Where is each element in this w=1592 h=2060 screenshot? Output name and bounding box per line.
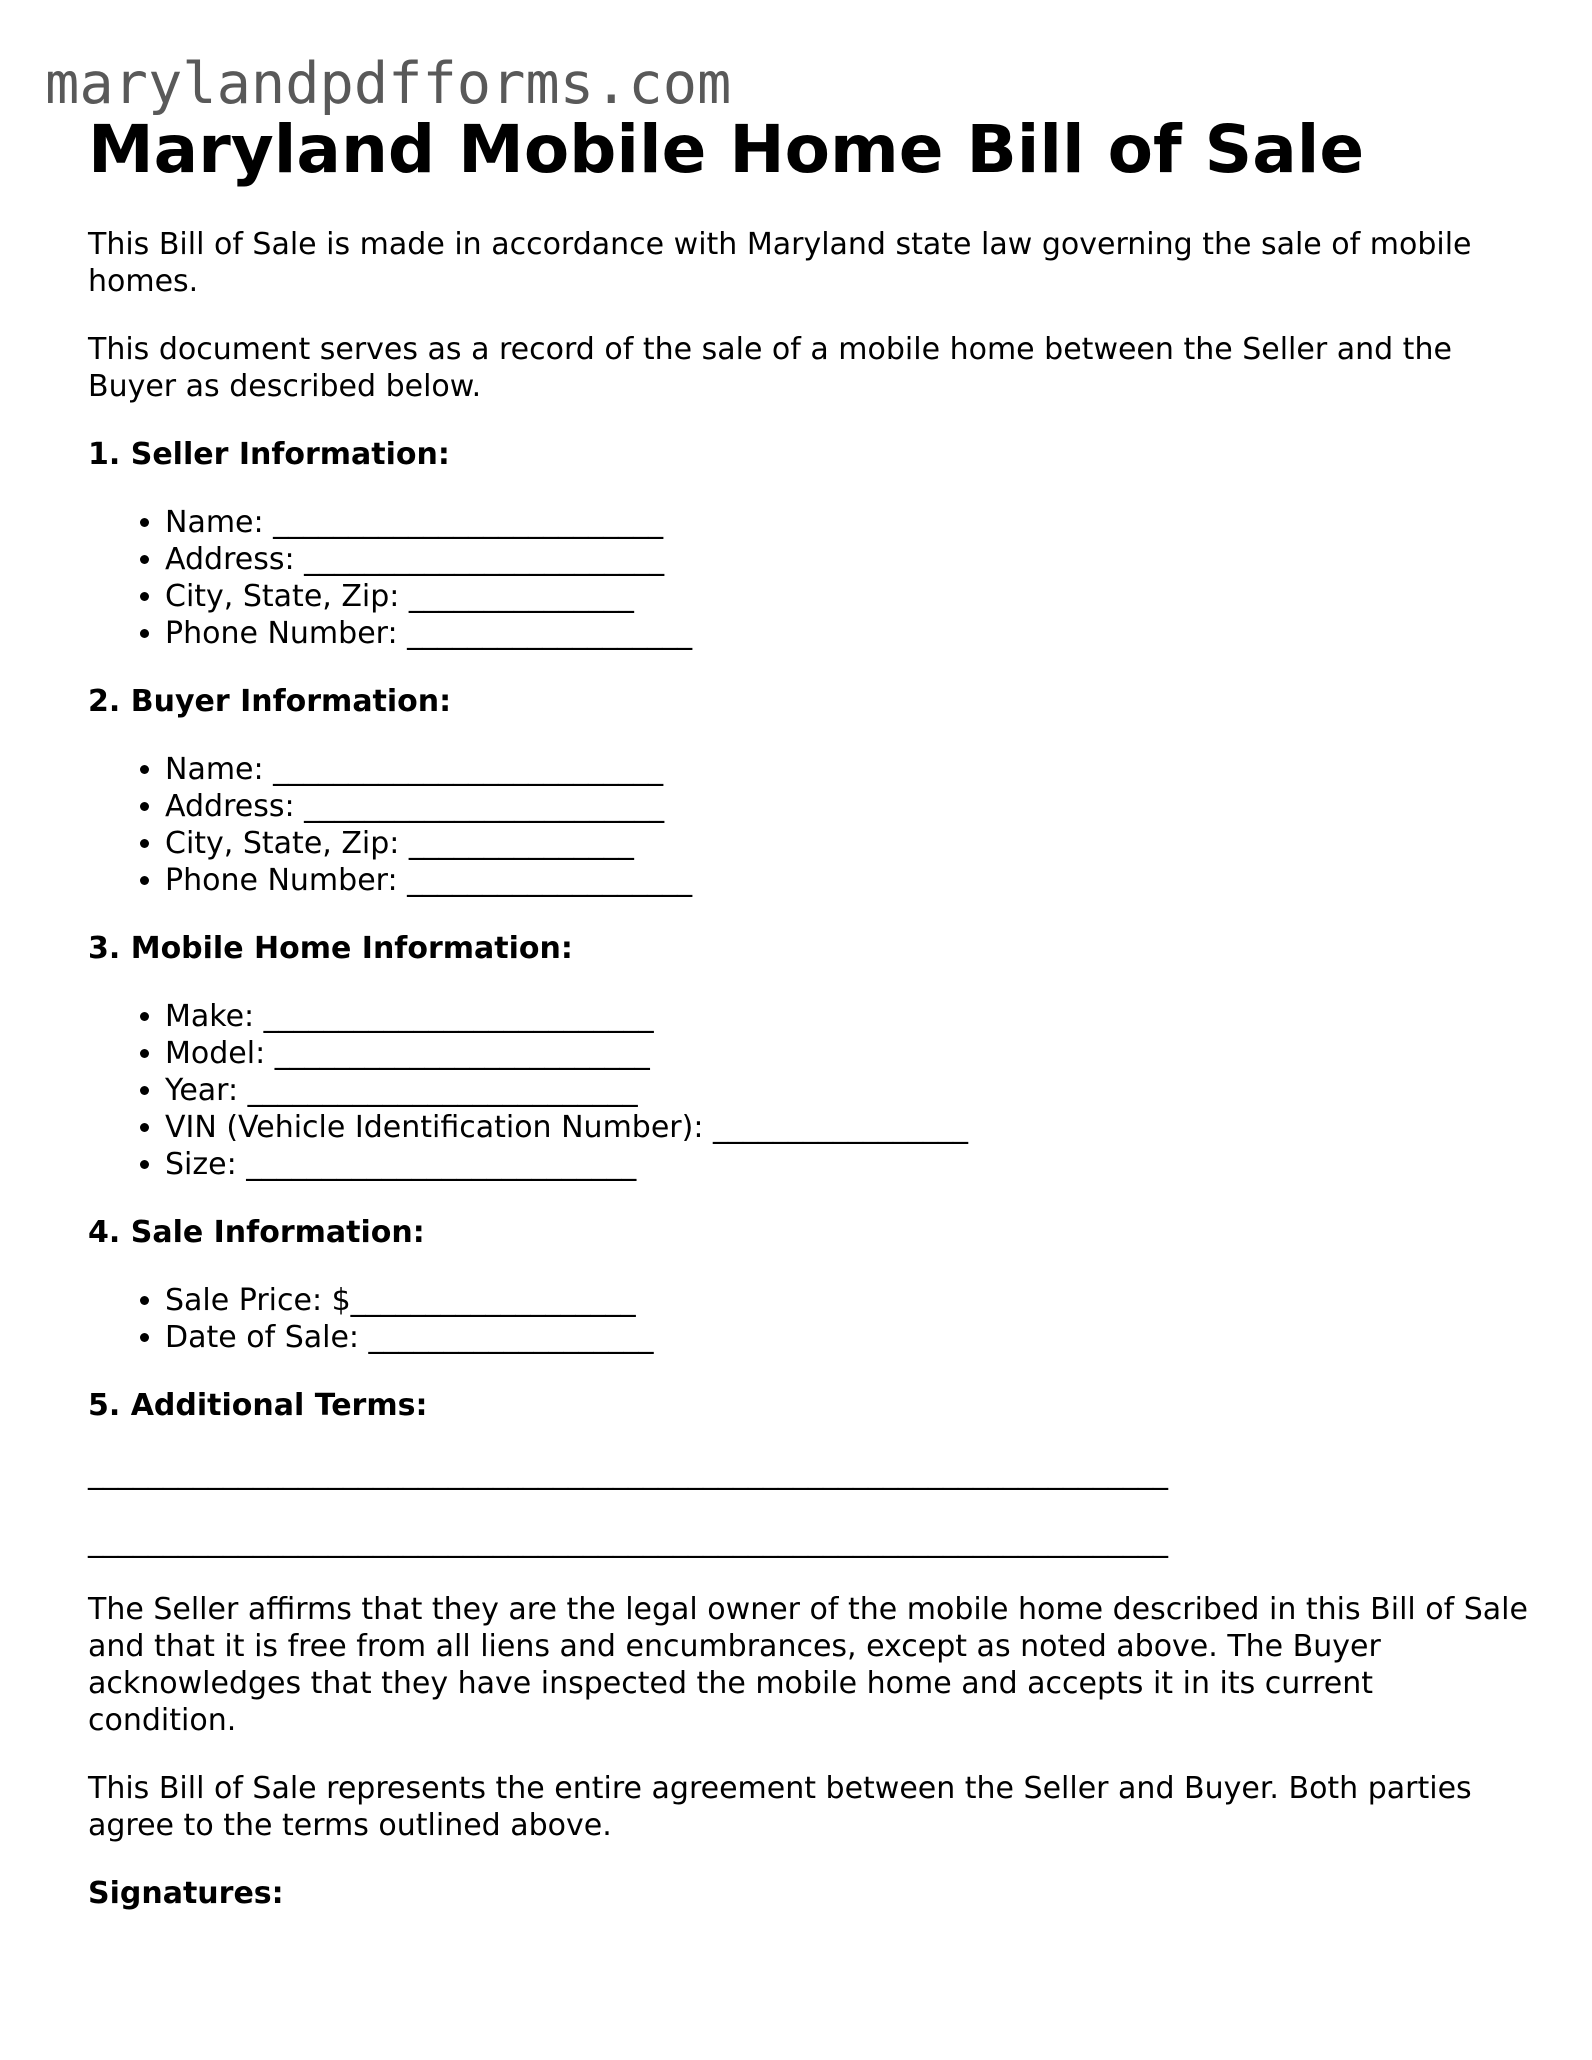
sale-section-title: 4. Sale Information:	[88, 1215, 425, 1250]
size-field[interactable]: • Size: __________________________	[165, 1146, 1528, 1183]
affirmation-paragraph: The Seller affirms that they are the legal owner of the mobile home described in this Bill of Sale and that it is free from all liens and encumbrances, except as noted above. The Buyer acknowledges that they have inspected the mobile home and accepts it in its current condition.	[88, 1592, 1528, 1738]
mobile-home-section-title: 3. Mobile Home Information:	[88, 931, 573, 966]
buyer-name-field[interactable]: • Name: __________________________	[165, 751, 1528, 788]
entire-agreement-paragraph: This Bill of Sale represents the entire agreement between the Seller and Buyer. Both parties agree to the terms outlined above.	[88, 1771, 1472, 1843]
model-field[interactable]: • Model: _________________________	[165, 1035, 1528, 1072]
seller-phone-field[interactable]: • Phone Number: ___________________	[165, 615, 1528, 652]
buyer-phone-field[interactable]: • Phone Number: ___________________	[165, 862, 1528, 899]
additional-terms-section-title: 5. Additional Terms:	[88, 1388, 428, 1423]
sale-price-field[interactable]: • Sale Price: $___________________	[165, 1282, 1528, 1319]
buyer-address-field[interactable]: • Address: ________________________	[165, 788, 1528, 825]
make-field[interactable]: • Make: __________________________	[165, 998, 1528, 1035]
intro-paragraph-2: This document serves as a record of the sale of a mobile home between the Seller and the Buyer as described below.	[88, 332, 1452, 404]
year-field[interactable]: • Year: __________________________	[165, 1072, 1528, 1109]
buyer-fields-list	[88, 751, 1528, 899]
additional-terms-line-2[interactable]: ________________________________________________________________________	[88, 1524, 1168, 1559]
buyer-section-title: 2. Buyer Information:	[88, 684, 452, 719]
mobile-home-fields-list	[88, 998, 1528, 1183]
intro-paragraph-1: This Bill of Sale is made in accordance with Maryland state law governing the sale of mobile homes.	[88, 227, 1472, 299]
additional-terms-line-1[interactable]: ________________________________________________________________________	[88, 1456, 1168, 1491]
watermark: marylandpdfforms.com	[45, 51, 732, 117]
document-title: Maryland Mobile Home Bill of Sale	[88, 111, 1365, 188]
signatures-title: Signatures:	[88, 1876, 284, 1911]
seller-fields-list	[88, 504, 1528, 652]
seller-city-state-zip-field[interactable]: • City, State, Zip: _______________	[165, 578, 1528, 615]
seller-section-title: 1. Seller Information:	[88, 437, 450, 472]
seller-address-field[interactable]: • Address: ________________________	[165, 541, 1528, 578]
date-of-sale-field[interactable]: • Date of Sale: ___________________	[165, 1319, 1528, 1356]
vin-field[interactable]: • VIN (Vehicle Identification Number): _________________	[165, 1109, 1528, 1146]
buyer-city-state-zip-field[interactable]: • City, State, Zip: _______________	[165, 825, 1528, 862]
sale-fields-list	[88, 1282, 1528, 1356]
seller-name-field[interactable]: • Name: __________________________	[165, 504, 1528, 541]
document-page	[88, 110, 1528, 1912]
